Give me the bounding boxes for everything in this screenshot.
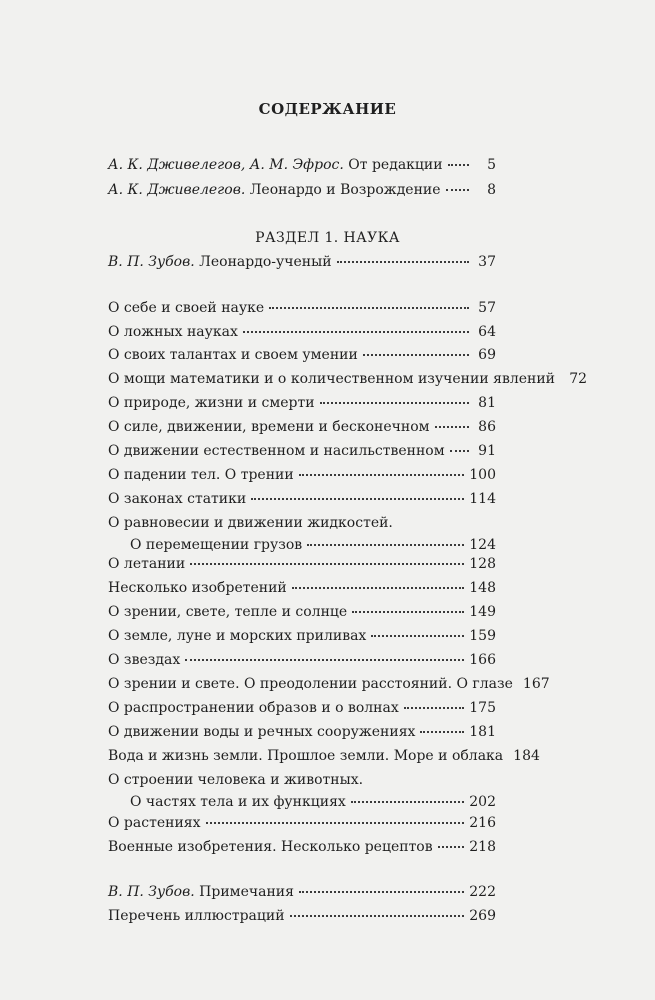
dot-leader	[251, 497, 464, 500]
toc-entry[interactable]	[108, 836, 496, 858]
dot-leader	[404, 706, 465, 709]
toc-entry[interactable]	[108, 297, 496, 319]
toc-entry-title: Перечень иллюстраций	[108, 908, 285, 924]
dot-leader	[337, 260, 469, 263]
dot-leader	[243, 330, 469, 333]
dot-leader	[185, 658, 464, 661]
toc-entry-page: 216	[469, 815, 496, 831]
toc-entry-title: О растениях	[108, 815, 201, 831]
toc-entry-author: В. П. Зубов.	[108, 254, 195, 270]
toc-entry-title: О своих талантах и своем умении	[108, 347, 358, 363]
dot-leader	[448, 163, 469, 166]
toc-entry-page: 167	[522, 676, 550, 692]
toc-entry-title: Примечания	[199, 884, 294, 900]
dot-leader	[269, 306, 469, 309]
toc-entry[interactable]	[108, 416, 496, 438]
toc-entry-page: 91	[478, 443, 496, 459]
toc-entry[interactable]	[108, 553, 496, 575]
toc-entry-page: 159	[469, 628, 496, 644]
dot-leader	[190, 562, 464, 565]
toc-entry-title: О движении естественном и насильственном	[108, 443, 445, 459]
toc-entry-title: О зрении, свете, тепле и солнце	[108, 604, 348, 620]
toc-entry-title: О звездах	[108, 652, 181, 668]
toc-entry[interactable]	[108, 673, 550, 695]
toc-entry[interactable]	[108, 344, 496, 366]
toc-entry-page: 8	[487, 182, 496, 198]
toc-entry-page: 5	[487, 157, 496, 173]
toc-entry[interactable]	[108, 721, 496, 743]
toc-entry-page: 149	[469, 604, 496, 620]
toc-entry-title: О себе и своей науке	[108, 300, 265, 316]
toc-entry-title: О силе, движении, времени и бесконечном	[108, 419, 430, 435]
toc-entry[interactable]	[108, 321, 496, 343]
dot-leader	[438, 845, 465, 848]
toc-entry[interactable]	[108, 488, 496, 510]
toc-entry-title: Несколько изобретений	[108, 580, 287, 596]
toc-entry-title: О падении тел. О трении	[108, 467, 294, 483]
toc-entry-continuation[interactable]	[130, 791, 496, 813]
toc-entry-title: Вода и жизнь земли. Прошлое земли. Море и облака	[108, 748, 504, 764]
toc-entry-page: 100	[469, 467, 496, 483]
toc-entry[interactable]	[108, 179, 496, 201]
dot-leader	[307, 543, 464, 546]
toc-entry[interactable]	[108, 625, 496, 647]
toc-entry-page: 124	[469, 537, 496, 553]
toc-entry[interactable]	[108, 649, 496, 671]
toc-entry[interactable]	[108, 601, 496, 623]
dot-leader	[299, 890, 464, 893]
toc-entry-title: О летании	[108, 556, 186, 572]
dot-leader	[371, 634, 464, 637]
toc-entry[interactable]	[108, 769, 496, 791]
toc-entry-page: 57	[478, 300, 496, 316]
toc-entry-title: О строении человека и животных.	[108, 772, 364, 788]
toc-entry-title: О перемещении грузов	[130, 537, 303, 553]
dot-leader	[320, 401, 469, 404]
dot-leader	[290, 914, 465, 917]
toc-entry[interactable]	[108, 440, 496, 462]
page-title: СОДЕРЖАНИЕ	[258, 100, 397, 118]
toc-entry[interactable]	[108, 697, 496, 719]
toc-entry[interactable]	[108, 368, 588, 390]
toc-entry-page: 181	[469, 724, 496, 740]
toc-entry-title: О законах статики	[108, 491, 247, 507]
dot-leader	[351, 800, 464, 803]
toc-entry[interactable]	[108, 881, 496, 903]
toc-entry-title: О движении воды и речных сооружениях	[108, 724, 416, 740]
toc-entry-page: 72	[569, 371, 588, 387]
dot-leader	[363, 353, 469, 356]
toc-entry-page: 184	[513, 748, 540, 764]
toc-entry[interactable]	[108, 464, 496, 486]
toc-entry[interactable]	[108, 512, 496, 534]
dot-leader	[292, 586, 465, 589]
toc-entry-author: А. К. Дживелегов.	[108, 182, 246, 198]
dot-leader	[450, 449, 469, 452]
toc-entry[interactable]	[108, 392, 496, 414]
toc-entry-page: 175	[469, 700, 496, 716]
toc-entry-title: Леонардо и Возрождение	[249, 182, 441, 198]
toc-entry-page: 128	[469, 556, 496, 572]
dot-leader	[352, 610, 464, 613]
toc-entry[interactable]	[108, 812, 496, 834]
toc-entry-title: О земле, луне и морских приливах	[108, 628, 367, 644]
toc-entry-page: 218	[469, 839, 496, 855]
toc-entry-page: 269	[469, 908, 496, 924]
toc-entry-page: 81	[478, 395, 496, 411]
dot-leader	[206, 821, 465, 824]
toc-entry-author: А. К. Дживелегов, А. М. Эфрос.	[108, 157, 344, 173]
toc-entry-title: О ложных науках	[108, 324, 238, 340]
section-title: РАЗДЕЛ 1. НАУКА	[255, 230, 400, 246]
toc-entry[interactable]	[108, 251, 496, 273]
toc-entry-title: О зрении и свете. О преодолении расстояний. О глазе	[108, 676, 513, 692]
toc-entry-title: От редакции	[348, 157, 443, 173]
toc-entry-author: В. П. Зубов.	[108, 884, 195, 900]
toc-entry[interactable]	[108, 577, 496, 599]
toc-entry[interactable]	[108, 905, 496, 927]
toc-entry-title: О природе, жизни и смерти	[108, 395, 315, 411]
toc-entry-page: 37	[478, 254, 496, 270]
toc-entry-page: 69	[478, 347, 496, 363]
toc-entry-page: 166	[469, 652, 496, 668]
toc-entry-page: 64	[478, 324, 496, 340]
toc-entry[interactable]	[108, 154, 496, 176]
dot-leader	[446, 188, 469, 191]
toc-entry-title: О частях тела и их функциях	[130, 794, 346, 810]
toc-entry-title: О распространении образов и о волнах	[108, 700, 399, 716]
toc-entry-page: 202	[469, 794, 496, 810]
toc-entry-page: 114	[469, 491, 496, 507]
toc-entry[interactable]	[108, 745, 540, 767]
toc-entry-page: 86	[478, 419, 496, 435]
toc-entry-title: Леонардо-ученый	[199, 254, 332, 270]
toc-entry-title: О мощи математики и о количественном изучении явлений	[108, 371, 556, 387]
dot-leader	[435, 425, 469, 428]
toc-entry-page: 222	[469, 884, 496, 900]
dot-leader	[420, 730, 464, 733]
toc-entry-page: 148	[469, 580, 496, 596]
toc-entry-title: Военные изобретения. Несколько рецептов	[108, 839, 433, 855]
toc-entry-title: О равновесии и движении жидкостей.	[108, 515, 393, 531]
dot-leader	[299, 473, 465, 476]
